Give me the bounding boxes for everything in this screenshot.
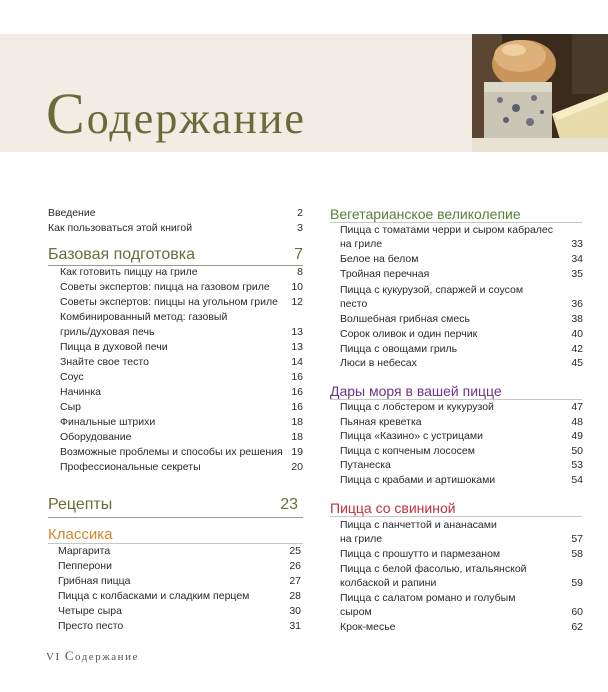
- toc-item-page: 18: [291, 431, 303, 443]
- toc-item[interactable]: [340, 591, 583, 605]
- toc-item-title: Сыр: [60, 401, 81, 413]
- toc-item-page: 20: [291, 461, 303, 473]
- toc-item-title: Люси в небесах: [340, 357, 417, 369]
- toc-item-page: 59: [571, 577, 583, 589]
- toc-item[interactable]: [60, 415, 303, 429]
- toc-item-title: Пицца в духовой печи: [60, 341, 168, 353]
- footer-title-initial: С: [64, 648, 76, 663]
- toc-item-title: Крок-месье: [340, 621, 396, 633]
- toc-item-page: 62: [571, 621, 583, 633]
- toc-item-title: колбаской и рапини: [340, 577, 437, 589]
- page-title-initial: С: [46, 81, 87, 146]
- toc-item-title: гриль/духовая печь: [60, 326, 155, 338]
- toc-item-page: 35: [571, 268, 583, 280]
- toc-item[interactable]: [60, 265, 303, 279]
- toc-item-page: 19: [291, 446, 303, 458]
- toc-item[interactable]: [340, 283, 583, 297]
- toc-item-title: Пицца с крабами и артишоками: [340, 474, 496, 486]
- toc-item-page: 40: [571, 328, 583, 340]
- toc-item-title: Пицца с кукурузой, спаржей и соусом: [340, 284, 524, 296]
- toc-item[interactable]: [340, 342, 583, 356]
- toc-item-page: 27: [289, 575, 301, 587]
- toc-item-title: Начинка: [60, 386, 101, 398]
- toc-item-page: 50: [571, 445, 583, 457]
- toc-item-page: 14: [291, 356, 303, 368]
- toc-item-title: Белое на белом: [340, 253, 419, 265]
- section-heading-page: 7: [294, 246, 303, 263]
- toc-item[interactable]: [340, 532, 583, 546]
- toc-item-title: Как пользоваться этой книгой: [48, 222, 193, 234]
- toc-item-title: Комбинированный метод: газовый: [60, 311, 228, 323]
- toc-item-title: Пицца с прошутто и пармезаном: [340, 548, 501, 560]
- toc-item[interactable]: [48, 206, 303, 220]
- toc-item-page: 53: [571, 459, 583, 471]
- toc-item-title: Престо песто: [58, 620, 124, 632]
- toc-item[interactable]: [58, 544, 301, 558]
- toc-item-title: песто: [340, 298, 368, 310]
- toc-item-page: 47: [571, 401, 583, 413]
- toc-item-title: Пицца с салатом романо и голубым: [340, 592, 516, 604]
- section-heading-vegetarian[interactable]: [330, 205, 582, 223]
- toc-item[interactable]: [60, 460, 303, 474]
- toc-item[interactable]: [60, 310, 303, 324]
- footer-title-rest: одержание: [75, 651, 139, 663]
- toc-item[interactable]: [60, 280, 303, 294]
- bread-and-cheese-image: [472, 34, 608, 152]
- toc-item-page: 28: [289, 590, 301, 602]
- page-title: [46, 80, 306, 147]
- toc-item-page: 13: [291, 326, 303, 338]
- toc-item[interactable]: [58, 559, 301, 573]
- section-divider: [330, 516, 582, 517]
- page-title-rest: одержание: [86, 94, 306, 143]
- header-photo: [472, 34, 608, 152]
- toc-item-page: 10: [291, 281, 303, 293]
- section-heading-title: Базовая подготовка: [48, 246, 195, 263]
- toc-item[interactable]: [340, 415, 583, 429]
- toc-item-title: Пицца с овощами гриль: [340, 343, 458, 355]
- toc-item-page: 16: [291, 371, 303, 383]
- section-heading-title: Рецепты: [48, 496, 113, 513]
- toc-item[interactable]: [58, 574, 301, 588]
- toc-item-page: 45: [571, 357, 583, 369]
- toc-item-page: 36: [571, 298, 583, 310]
- toc-item[interactable]: [58, 619, 301, 633]
- toc-item-title: Пицца с колбасками и сладким перцем: [58, 590, 250, 602]
- toc-item-page: 13: [291, 341, 303, 353]
- toc-item[interactable]: [340, 458, 583, 472]
- toc-item[interactable]: [340, 252, 583, 266]
- toc-item-page: 3: [297, 222, 303, 234]
- toc-item[interactable]: [340, 620, 583, 634]
- toc-item-title: Волшебная грибная смесь: [340, 313, 470, 325]
- toc-item[interactable]: [60, 370, 303, 384]
- toc-item[interactable]: [60, 385, 303, 399]
- toc-item-page: 30: [289, 605, 301, 617]
- toc-item-title: на гриле: [340, 533, 383, 545]
- toc-item-title: Пепперони: [58, 560, 112, 572]
- toc-item-page: 12: [291, 296, 303, 308]
- toc-item-page: 58: [571, 548, 583, 560]
- toc-item-title: Возможные проблемы и способы их решения: [60, 446, 283, 458]
- toc-item-page: 49: [571, 430, 583, 442]
- section-heading-classic[interactable]: [48, 526, 303, 544]
- toc-item-page: 54: [571, 474, 583, 486]
- toc-item[interactable]: [60, 400, 303, 414]
- section-heading-title: Классика: [48, 526, 113, 543]
- toc-item-title: сыром: [340, 606, 372, 618]
- toc-item[interactable]: [48, 221, 303, 235]
- toc-item-page: 25: [289, 545, 301, 557]
- toc-item-page: 34: [571, 253, 583, 265]
- toc-item-title: Профессиональные секреты: [60, 461, 201, 473]
- toc-item[interactable]: [340, 576, 583, 590]
- toc-item-title: Финальные штрихи: [60, 416, 156, 428]
- toc-item[interactable]: [340, 547, 583, 561]
- toc-item-page: 2: [297, 207, 303, 219]
- toc-item-title: Грибная пицца: [58, 575, 131, 587]
- toc-item-title: Соус: [60, 371, 84, 383]
- toc-item-title: Пицца с копченым лососем: [340, 445, 475, 457]
- toc-item-page: 33: [571, 238, 583, 250]
- toc-item-title: Советы экспертов: пицца на газовом гриле: [60, 281, 270, 293]
- toc-item-title: Пицца с белой фасолью, итальянской: [340, 563, 527, 575]
- toc-item[interactable]: [340, 400, 583, 414]
- toc-item-page: 57: [571, 533, 583, 545]
- toc-item-title: Маргарита: [58, 545, 111, 557]
- toc-item-title: Путанеска: [340, 459, 391, 471]
- footer-page-number: VI: [46, 651, 61, 663]
- toc-item[interactable]: [60, 295, 303, 309]
- section-heading-recipes[interactable]: [48, 496, 298, 514]
- toc-item-title: Оборудование: [60, 431, 132, 443]
- section-heading-seafood[interactable]: [330, 382, 582, 400]
- toc-item-title: Пьяная креветка: [340, 416, 422, 428]
- toc-item-title: Пицца с лобстером и кукурузой: [340, 401, 494, 413]
- section-heading-page: 23: [280, 496, 298, 513]
- toc-item-title: Четыре сыра: [58, 605, 122, 617]
- toc-item-page: 16: [291, 386, 303, 398]
- toc-item[interactable]: [340, 518, 583, 532]
- toc-item-title: Сорок оливок и один перчик: [340, 328, 478, 340]
- toc-item-page: 60: [571, 606, 583, 618]
- section-heading-title: Пицца со свининой: [330, 500, 456, 516]
- toc-item[interactable]: [340, 473, 583, 487]
- toc-item-page: 48: [571, 416, 583, 428]
- toc-item-title: Советы экспертов: пиццы на угольном гриле: [60, 296, 278, 308]
- toc-item[interactable]: [340, 605, 583, 619]
- toc-item[interactable]: [340, 444, 583, 458]
- toc-item-page: 26: [289, 560, 301, 572]
- toc-item-page: 31: [289, 620, 301, 632]
- toc-item-title: Тройная перечная: [340, 268, 430, 280]
- toc-item-page: 16: [291, 401, 303, 413]
- section-heading-title: Дары моря в вашей пицце: [330, 383, 502, 399]
- toc-item[interactable]: [340, 327, 583, 341]
- toc-item[interactable]: [58, 604, 301, 618]
- section-heading-title: Вегетарианское великолепие: [330, 206, 521, 222]
- toc-item[interactable]: [58, 589, 301, 603]
- toc-item-page: 38: [571, 313, 583, 325]
- toc-item[interactable]: [340, 297, 583, 311]
- toc-item[interactable]: [340, 356, 583, 370]
- toc-item[interactable]: [60, 325, 303, 339]
- toc-item-title: Пицца с панчеттой и ананасами: [340, 519, 497, 531]
- toc-item[interactable]: [340, 562, 583, 576]
- toc-item-page: 18: [291, 416, 303, 428]
- section-divider: [48, 517, 303, 518]
- toc-item[interactable]: [60, 340, 303, 354]
- toc-item[interactable]: [340, 237, 583, 251]
- toc-item-title: Пицца «Казино» с устрицами: [340, 430, 483, 442]
- footer-label: [46, 648, 139, 664]
- toc-item[interactable]: [340, 312, 583, 326]
- toc-item-title: Введение: [48, 207, 96, 219]
- toc-item-title: Пицца с томатами черри и сыром кабралес: [340, 224, 553, 236]
- toc-item[interactable]: [60, 430, 303, 444]
- toc-item[interactable]: [60, 355, 303, 369]
- toc-item-page: 42: [571, 343, 583, 355]
- section-heading-pork[interactable]: [330, 499, 582, 517]
- toc-item-title: Как готовить пиццу на гриле: [60, 266, 198, 278]
- toc-item[interactable]: [340, 267, 583, 281]
- toc-item-title: Знайте свое тесто: [60, 356, 149, 368]
- toc-item[interactable]: [340, 429, 583, 443]
- toc-item[interactable]: [340, 223, 583, 237]
- section-heading-basic[interactable]: [48, 246, 303, 264]
- toc-item-page: 8: [297, 266, 303, 278]
- toc-item-title: на гриле: [340, 238, 383, 250]
- toc-item[interactable]: [60, 445, 303, 459]
